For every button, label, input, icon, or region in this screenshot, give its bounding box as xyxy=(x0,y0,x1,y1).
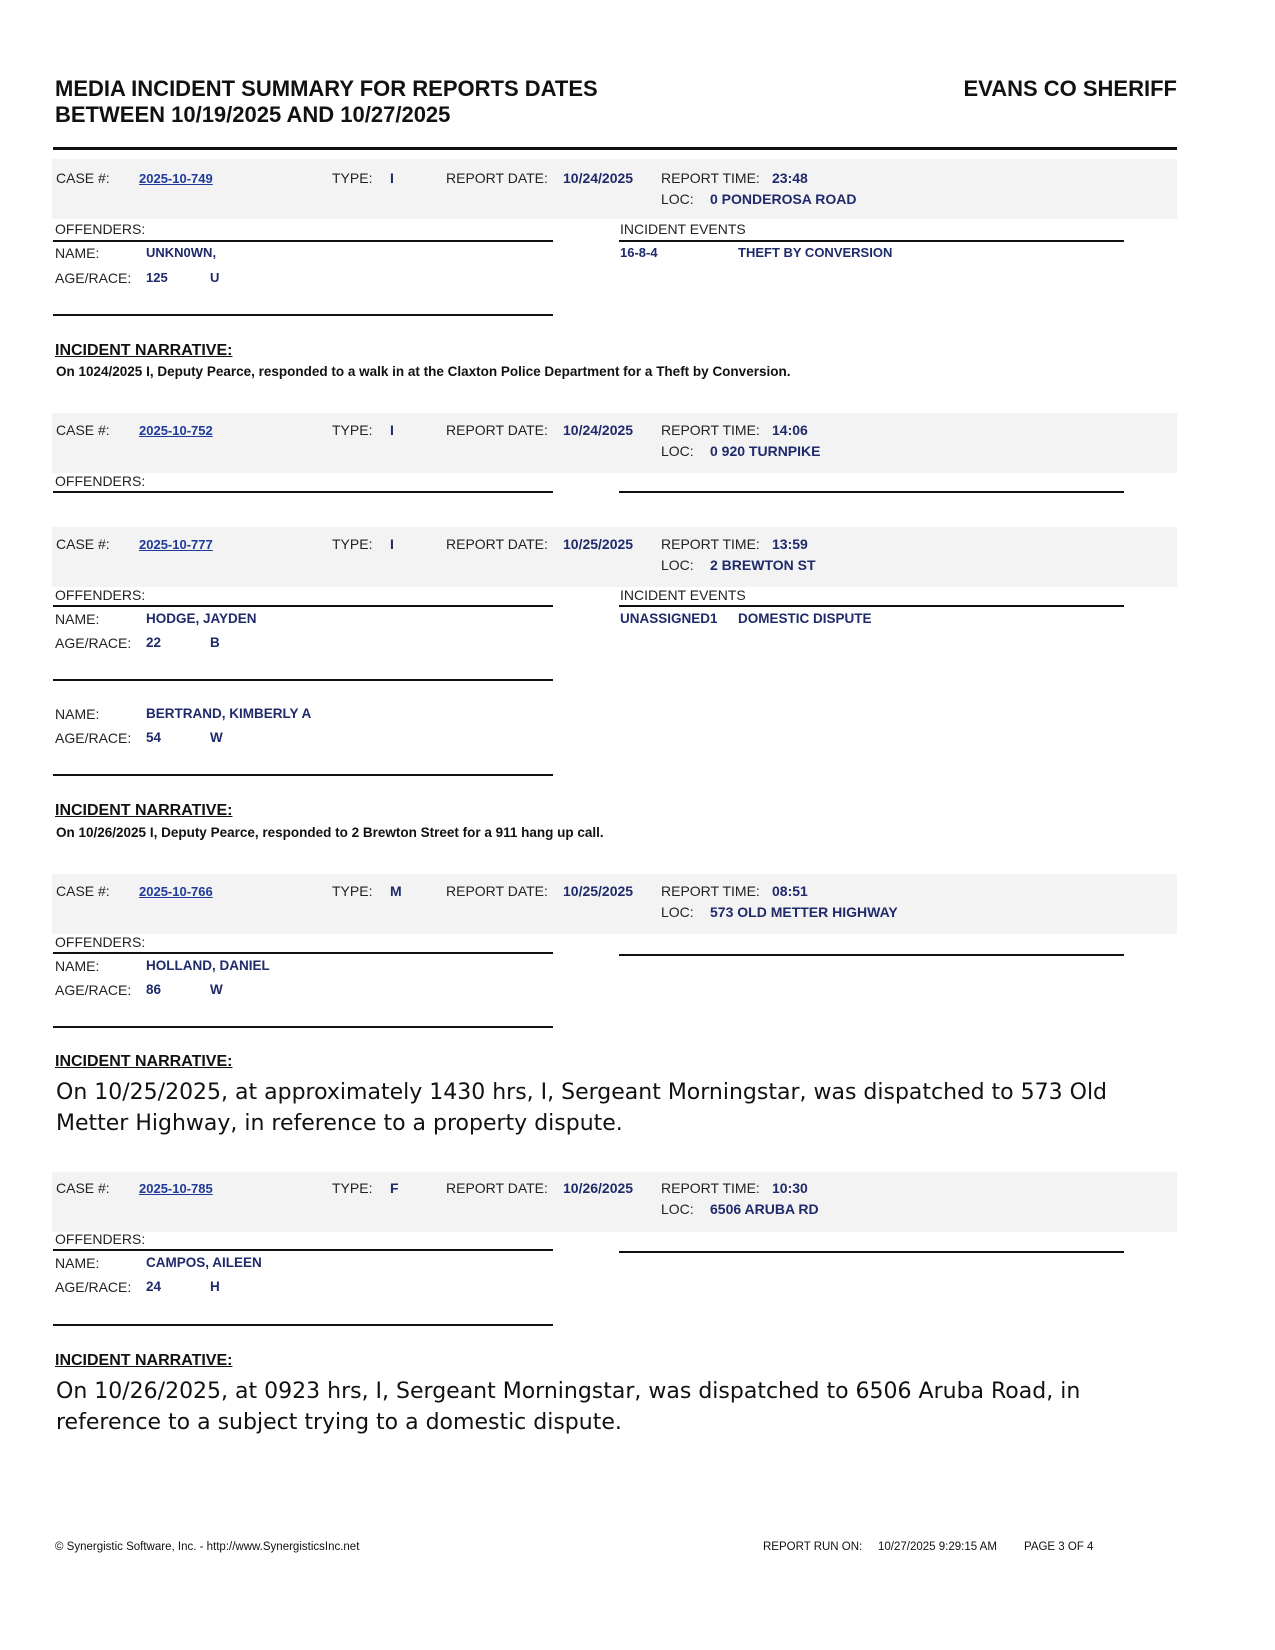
report-date-value: 10/24/2025 xyxy=(563,170,634,186)
offenders-rule xyxy=(53,491,553,493)
offender-race: W xyxy=(210,982,223,997)
narrative-text: On 1024/2025 I, Deputy Pearce, responded to a walk in at the Claxton Police Department for a Theft by Conversion. xyxy=(56,364,791,379)
offender-name-label: NAME: xyxy=(55,706,100,722)
offender-age: 125 xyxy=(146,270,168,285)
offender-age: 86 xyxy=(146,982,162,997)
incident-events-label: INCIDENT EVENTS xyxy=(620,221,746,237)
type-label: TYPE: xyxy=(332,883,373,899)
type-label: TYPE: xyxy=(332,1180,373,1196)
report-time-label: REPORT TIME: xyxy=(661,883,760,899)
offender-age-race-label: AGE/RACE: xyxy=(55,635,132,651)
report-date-label: REPORT DATE: xyxy=(446,1180,548,1196)
offender-name-label: NAME: xyxy=(55,245,100,261)
agency-name: EVANS CO SHERIFF xyxy=(963,76,1177,101)
location-value: 6506 ARUBA RD xyxy=(710,1201,819,1217)
report-time-label: REPORT TIME: xyxy=(661,1180,760,1196)
incident-events-label: INCIDENT EVENTS xyxy=(620,587,746,603)
location-label: LOC: xyxy=(661,443,694,459)
offender-name: HODGE, JAYDEN xyxy=(146,611,257,626)
report-title-line-1: MEDIA INCIDENT SUMMARY FOR REPORTS DATES xyxy=(55,76,598,101)
report-time-label: REPORT TIME: xyxy=(661,422,760,438)
location-value: 2 BREWTON ST xyxy=(710,557,816,573)
offenders-label: OFFENDERS: xyxy=(55,221,146,237)
offenders-rule xyxy=(53,952,553,954)
narrative-heading: INCIDENT NARRATIVE: xyxy=(55,342,233,359)
report-time-value: 13:59 xyxy=(772,536,808,552)
location-value: 0 PONDEROSA ROAD xyxy=(710,191,857,207)
offender-race: U xyxy=(210,270,220,285)
case-number-label: CASE #: xyxy=(56,422,110,438)
offender-rule xyxy=(53,1026,553,1028)
event-code: 16-8-4 xyxy=(620,245,658,260)
report-time-value: 10:30 xyxy=(772,1180,808,1196)
location-value: 0 920 TURNPIKE xyxy=(710,443,821,459)
narrative-text: On 10/26/2025 I, Deputy Pearce, responded to 2 Brewton Street for a 911 hang up call. xyxy=(56,825,604,840)
report-date-value: 10/25/2025 xyxy=(563,883,634,899)
case-number-link[interactable]: 2025-10-785 xyxy=(139,1181,213,1196)
report-time-value: 14:06 xyxy=(772,422,808,438)
offender-age-race-label: AGE/RACE: xyxy=(55,982,132,998)
report-date-value: 10/24/2025 xyxy=(563,422,634,438)
offender-age: 54 xyxy=(146,730,162,745)
offender-age-race-label: AGE/RACE: xyxy=(55,730,132,746)
incident-events-rule xyxy=(619,1251,1124,1253)
offender-race: B xyxy=(210,635,220,650)
event-code: UNASSIGNED1 xyxy=(620,611,718,626)
offender-rule xyxy=(53,1324,553,1326)
report-date-label: REPORT DATE: xyxy=(446,422,548,438)
offenders-rule xyxy=(53,605,553,607)
type-value: I xyxy=(390,536,394,552)
offender-race: W xyxy=(210,730,223,745)
narrative-heading: INCIDENT NARRATIVE: xyxy=(55,1352,233,1369)
footer-copyright: © Synergistic Software, Inc. - http://www.SynergisticsInc.net xyxy=(55,1541,360,1553)
offender-name-label: NAME: xyxy=(55,611,100,627)
report-time-label: REPORT TIME: xyxy=(661,536,760,552)
narrative-heading: INCIDENT NARRATIVE: xyxy=(55,1053,233,1070)
report-title xyxy=(55,76,598,128)
report-date-label: REPORT DATE: xyxy=(446,170,548,186)
type-label: TYPE: xyxy=(332,170,373,186)
offender-age-race-label: AGE/RACE: xyxy=(55,270,132,286)
offender-rule xyxy=(53,679,553,681)
footer-page-number: PAGE 3 OF 4 xyxy=(1024,1541,1094,1553)
offender-race: H xyxy=(210,1279,220,1294)
case-header-band xyxy=(52,159,1177,219)
narrative-text: On 10/25/2025, at approximately 1430 hrs, I, Sergeant Morningstar, was dispatched to 573 Old Metter Highway, in reference to a property dispute. xyxy=(56,1080,1108,1136)
type-label: TYPE: xyxy=(332,536,373,552)
report-date-label: REPORT DATE: xyxy=(446,883,548,899)
report-title-line-2: BETWEEN 10/19/2025 AND 10/27/2025 xyxy=(55,102,451,127)
offender-age: 24 xyxy=(146,1279,162,1294)
narrative-heading: INCIDENT NARRATIVE: xyxy=(55,802,233,819)
type-value: I xyxy=(390,422,394,438)
offender-name: UNKN0WN, xyxy=(146,245,217,260)
case-number-label: CASE #: xyxy=(56,883,110,899)
header-divider xyxy=(53,147,1177,150)
offender-age-race-label: AGE/RACE: xyxy=(55,1279,132,1295)
location-label: LOC: xyxy=(661,557,694,573)
location-label: LOC: xyxy=(661,1201,694,1217)
event-description: DOMESTIC DISPUTE xyxy=(738,611,872,626)
report-time-value: 23:48 xyxy=(772,170,808,186)
incident-events-rule xyxy=(619,954,1124,956)
offender-name-label: NAME: xyxy=(55,958,100,974)
offenders-label: OFFENDERS: xyxy=(55,1231,146,1247)
offender-rule xyxy=(53,774,553,776)
type-value: F xyxy=(390,1180,399,1196)
type-label: TYPE: xyxy=(332,422,373,438)
case-number-label: CASE #: xyxy=(56,170,110,186)
offenders-rule xyxy=(53,240,553,242)
footer-report-run-label: REPORT RUN ON: xyxy=(763,1541,863,1553)
report-date-value: 10/25/2025 xyxy=(563,536,634,552)
case-number-link[interactable]: 2025-10-777 xyxy=(139,537,213,552)
case-number-link[interactable]: 2025-10-766 xyxy=(139,884,213,899)
offenders-label: OFFENDERS: xyxy=(55,934,146,950)
offenders-label: OFFENDERS: xyxy=(55,587,146,603)
event-description: THEFT BY CONVERSION xyxy=(738,245,893,260)
type-value: M xyxy=(390,883,402,899)
case-number-link[interactable]: 2025-10-752 xyxy=(139,423,213,438)
type-value: I xyxy=(390,170,394,186)
offenders-rule xyxy=(53,1249,553,1251)
narrative-text: On 10/26/2025, at 0923 hrs, I, Sergeant Morningstar, was dispatched to 6506 Aruba Road, in reference to a subject trying to a domestic dispute. xyxy=(56,1379,1081,1435)
footer-report-run-value: 10/27/2025 9:29:15 AM xyxy=(878,1541,997,1553)
incident-events-rule xyxy=(619,605,1124,607)
report-time-value: 08:51 xyxy=(772,883,808,899)
case-number-label: CASE #: xyxy=(56,1180,110,1196)
offender-rule xyxy=(53,314,553,316)
location-label: LOC: xyxy=(661,191,694,207)
location-label: LOC: xyxy=(661,904,694,920)
report-date-label: REPORT DATE: xyxy=(446,536,548,552)
offenders-label: OFFENDERS: xyxy=(55,473,146,489)
report-date-value: 10/26/2025 xyxy=(563,1180,634,1196)
report-time-label: REPORT TIME: xyxy=(661,170,760,186)
incident-events-rule xyxy=(619,240,1124,242)
case-number-label: CASE #: xyxy=(56,536,110,552)
offender-name: HOLLAND, DANIEL xyxy=(146,958,270,973)
location-value: 573 OLD METTER HIGHWAY xyxy=(710,904,898,920)
offender-name: BERTRAND, KIMBERLY A xyxy=(146,706,312,721)
offender-name: CAMPOS, AILEEN xyxy=(146,1255,262,1270)
offender-name-label: NAME: xyxy=(55,1255,100,1271)
case-number-link[interactable]: 2025-10-749 xyxy=(139,171,213,186)
incident-events-rule xyxy=(619,491,1124,493)
offender-age: 22 xyxy=(146,635,162,650)
